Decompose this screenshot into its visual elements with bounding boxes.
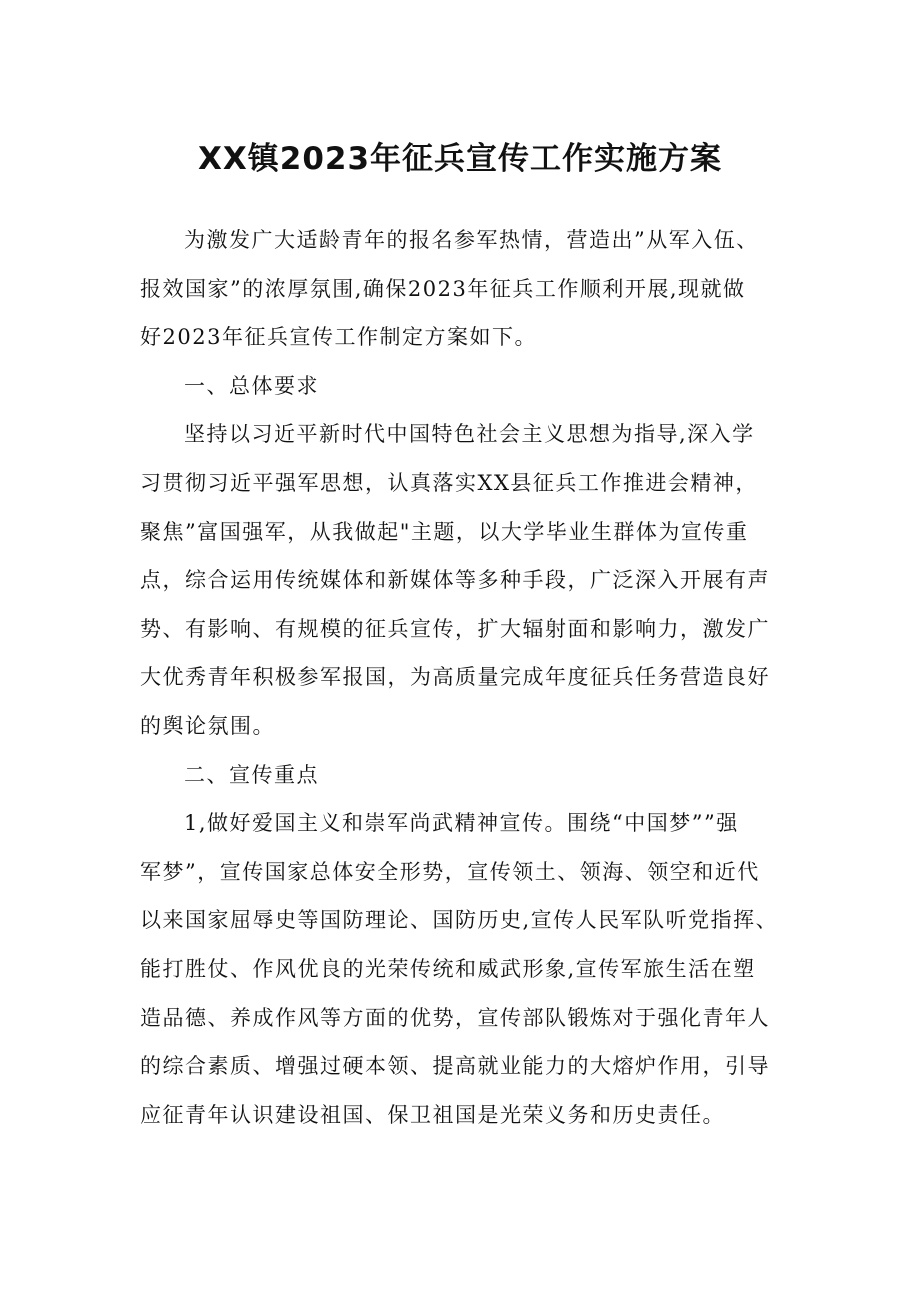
text-line: 军梦”，宣传国家总体安全形势，宣传领土、领海、领空和近代 <box>140 859 760 884</box>
document-body <box>140 216 782 1139</box>
text-line: 以来国家屈辱史等国防理论、国防历史,宣传人民军队听党指挥、 <box>140 908 779 933</box>
text-line: 好2023年征兵宣传工作制定方案如下。 <box>140 325 537 350</box>
text-line: 坚持以习近平新时代中国特色社会主义思想为指导,深入学 <box>184 422 755 447</box>
text-line: 聚焦”富国强军，从我做起"主题，以大学毕业生群体为宣传重 <box>140 519 749 544</box>
text-line: 为激发广大适龄青年的报名参军热情，营造出”从军入伍、 <box>184 228 759 252</box>
text-line: 造品德、养成作风等方面的优势，宣传部队锻炼对于强化青年人 <box>140 1005 770 1030</box>
text-line: 大优秀青年积极参军报国，为高质量完成年度征兵任务营造良好 <box>140 665 770 690</box>
text-line: 一、总体要求 <box>184 373 319 398</box>
text-line: 点，综合运用传统媒体和新媒体等多种手段，广泛深入开展有声 <box>140 568 770 593</box>
text-line: 报效国家”的浓厚氛围,确保2023年征兵工作顺利开展,现就做 <box>140 276 746 301</box>
text-line: 应征青年认识建设祖国、保卫祖国是光荣义务和历史责任。 <box>140 1102 725 1127</box>
text-line: 的综合素质、增强过硬本领、提高就业能力的大熔炉作用，引导 <box>140 1054 770 1079</box>
text-line: 势、有影响、有规模的征兵宣传，扩大辐射面和影响力，激发广 <box>140 616 770 641</box>
document-title: XX镇2023年征兵宣传工作实施方案 <box>197 141 723 177</box>
text-line: 1,做好爱国主义和崇军尚武精神宣传。围绕“中国梦””强 <box>184 811 739 836</box>
text-line: 的舆论氛围。 <box>140 713 275 738</box>
text-line: 二、宣传重点 <box>184 762 319 787</box>
text-line: 习贯彻习近平强军思想，认真落实XX县征兵工作推进会精神， <box>140 470 758 495</box>
text-line: 能打胜仗、作风优良的光荣传统和威武形象,宣传军旅生活在塑 <box>140 956 756 981</box>
